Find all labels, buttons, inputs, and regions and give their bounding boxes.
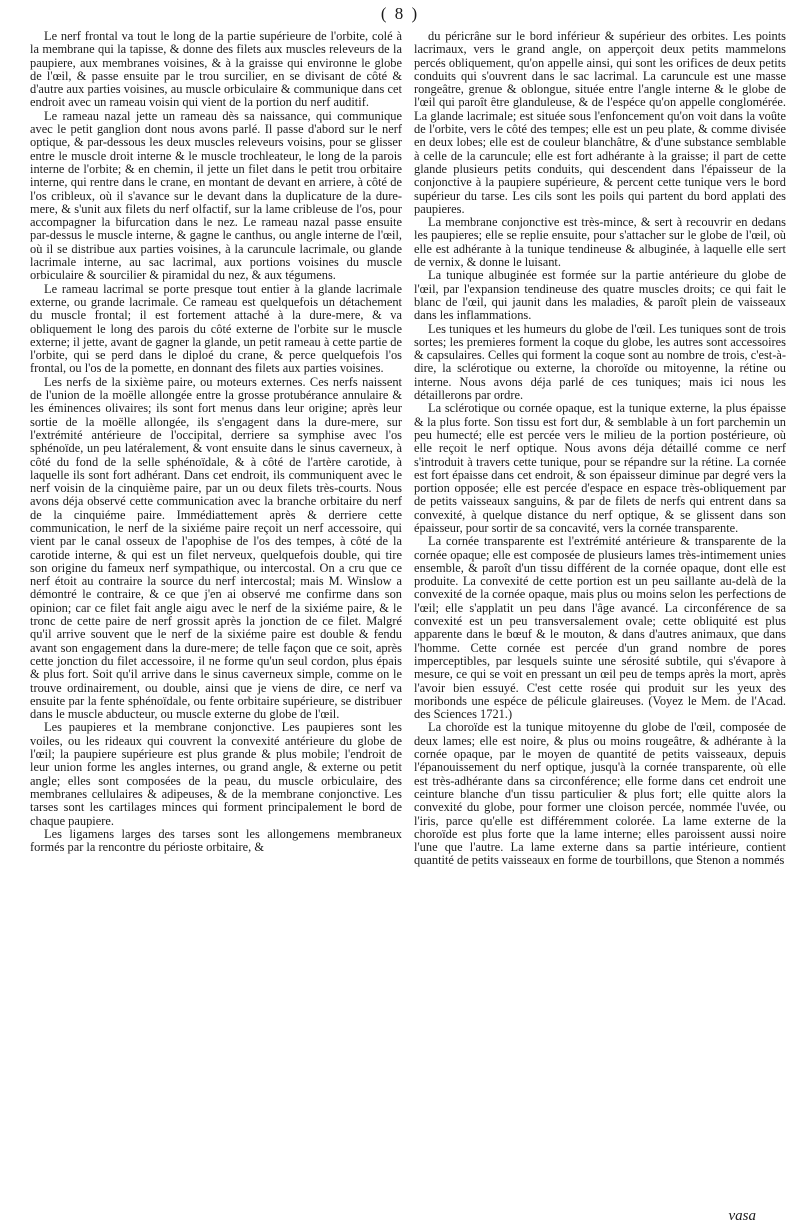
paragraph: La cornée transparente est l'extrémité antérieure & transparente de la cornée opaque; elle est composée de plusieurs lames très-intimement unies ensemble, & paroît d'un tissu différent de la cornée opaque, dont elle est produite. La convexité de cette portion est un peu saillante au-delà de la convexité de la cornée opaque, mais plus ou moins selon les perfections de l'œil; elle s'applatit un peu dans l'âge avancé. La circonférence de sa convexité est un peu transversalement ovale; cette obliquité est plus apparente dans le bœuf & le mouton, & dans d'autres animaux, que dans l'homme. Cette cornée est percée d'un grand nombre de pores imperceptibles, par lesquels suinte une sérosité subtile, qui s'évapore à mesure, ce qui se voit en pressant un œil peu de temps après la mort, après l'avoir bien essuyé. C'est cette rosée qui produit sur les yeux des moribonds une espéce de pélicule glaireuses. (Voyez le Mem. de l'Acad. des Sciences 1721.) (414, 534, 786, 722)
paragraph: La sclérotique ou cornée opaque, est la tunique externe, la plus épaisse & la plus forte. Son tissu est fort dur, & semblable à un fort parchemin un peu humecté; elle est percée vers le milieu de la portion postérieure, où elle reçoit le nerf optique. Nous avons déja détaillé comme ce nerf s'introduit à travers cette tunique, pour se répandre sur la rétine. La cornée est fort épaisse dans cet endroit, & son épaisseur diminue par degré vers la portion opposée; elle est percée d'espace en espace très-obliquement par de petits vaisseaux sanguins, & par de filets de nerfs qui entrent dans sa convexité, à quelque distance du nerf optique, & se glissent dans son épaisseur, pour sortir de sa concavité, vers la cornée transparente. (414, 401, 786, 535)
catchword: vasa (728, 1208, 756, 1224)
paragraph: Le rameau lacrimal se porte presque tout entier à la glande lacrimale externe, ou grande lacrimale. Ce rameau est quelquefois un détachement du muscle frontal; il est fortement attaché à la dure-mere, & va obliquement le long des parois du côté externe de l'orbite sur le muscle externe; il jette, avant de gagner la glande, un petit rameau à cette partie de l'orbite, qui se perd dans le diploé du crane, & perce quelquefois l'os frontal, ou l'os de la pomette, en donnant des filets aux parties voisines. (30, 281, 402, 376)
paragraph: Le nerf frontal va tout le long de la partie supérieure de l'orbite, colé à la membrane qui la tapisse, & donne des filets aux muscles releveurs de la paupiere, aux membranes voisines, & à la graisse qui environne le globe de l'œil, & passe ensuite par le trou surcilier, en se divisant de côté & d'autre aux parties voisines, au muscle orbiculaire & communique dans cet endroit avec un rameau voisin qui vient de la portion du nerf auditif. (30, 29, 402, 110)
page-number: ( 8 ) (380, 4, 420, 23)
paragraph: du péricrâne sur le bord inférieur & supérieur des orbites. Les points lacrimaux, vers le grand angle, on apperçoit deux petits mammelons percés obliquement, qu'on appelle ainsi, qui sont les orifices de deux petits conduits qui s'ouvrent dans le sac lacrimal. La caruncule est une masse rongeâtre, grenue & oblongue, située entre l'angle interne & le globe de l'œil qui paroît être glanduleuse, & de l'espéce qu'on appelle conglomérée. La glande lacrimale; est située sous l'enfoncement qu'on voit dans la voûte de l'orbite, vers le côté des tempes; elle est un peu plate, & comme divisée en deux lobes; elle est de couleur blanchâtre, & d'une substance semblable à celle de la caruncule; elle est fort adhérante à la graisse; il part de cette glande plusieurs petits conduits, qui descendent dans l'épaisseur de la conjonctive à la paupiere supérieure, & percent cette tunique vers le bord supérieur du tarse. Les cils sont les poils qui partent du bord applati des paupieres. (414, 29, 786, 216)
paragraph: Les nerfs de la sixième paire, ou moteurs externes. Ces nerfs naissent de l'union de la moëlle allongée entre la grosse protubérance annulaire & les éminences olivaires; ils sont fort menus dans leur origine; après leur sortie de la moëlle allongée, ils s'engagent dans la dure-mere, sur l'extrémité antérieure de l'occipital, derriere sa symphise avec l'os sphénoïde, un peu latéralement, & vont ensuite dans le sinus caverneux, à côté du fond de la selle sphénoïdale, & à côté de l'artère carotide, à laquelle ils sont fort adhérant. Dans cet endroit, ils communiquent avec le nerf voisin de la cinquième paire, par un ou deux filets très-courts. Nous avons déja observé cette communication avec la branche orbitaire du nerf de la cinquiéme paire. Immédiattement après & derriere cette communication, le nerf de la sixiéme paire reçoit un nerf accessoire, qui vient par le canal osseux de l'apophise de l'os des tempes, à côté de la carotide interne, & qui est un filet nerveux, quelquefois double, qui tire son origine du fameux nerf sympathique, ou intercostal. On a cru que ce nerf étoit au contraire la source du nerf intercostal; mais M. Winslow a démontré le contraire, & ce que j'en ai observé me confirme dans son opinion; car ce filet fait angle aigu avec le nerf de la sixiéme paire, & le tronc de cette paire de nerf grossit après la jonction de ce filet. Malgré qu'il arrive souvent que le nerf de la sixiéme paire est double & fendu avant son engagement dans la dure-mere; de telle façon que ce soit, après cette jonction du filet accessoire, il ne forme qu'un seul cordon, plus épais & plus fort. Soit qu'il arrive dans le sinus caverneux simple, comme on le trouve ordinairement, ou double, ainsi que je viens de dire, ce nerf va ensuite par la fente sphénoïdale, ou fente orbitaire supérieure, se distribuer dans le muscle abducteur, ou muscle externe du globe de l'œil. (30, 374, 402, 722)
paragraph: Les paupieres et la membrane conjonctive. Les paupieres sont les voiles, ou les rideaux qui couvrent la convexité antérieure du globe de l'œil; la paupiere supérieure est plus grande & plus mobile; l'endroit de leur union forme les angles internes, ou grand angle, & externe ou petit angle; elles sont composées de la peau, du muscle orbiculaire, des membranes cellulaires & adipeuses, & de la membrane conjonctive. Les tarses sont les cartilages minces qui forment principalement le bord de chaque paupiere. (30, 720, 402, 828)
text-columns (30, 30, 786, 868)
paragraph: Le rameau nazal jette un rameau dès sa naissance, qui communique avec le petit ganglion dont nous avons parlé. Il passe d'abord sur le nerf optique, & par-dessous les deux muscles releveurs voisins, pour se glisser entre le muscle droit interne & le muscle trochleateur, le long de la parois interne de l'orbite; & en chemin, il jette un filet dans le petit trou orbitaire interne, qui rentre dans le crane, en montant de devant en arriere, à côté de l'os cribleux, où il s'avance sur le devant dans la duplicature de la dure-mere, & s'unit aux filets du nerf olfactif, sur la lame cribleuse de l'os, pour accompagner la bifurcation dans le nez. Le rameau nazal passe ensuite par-dessus le muscle interne, & gagne le canthus, ou angle interne de l'œil, où il se distribue aux parties voisines, à la caruncule lacrimale, ou glande lacrimale interne, au sac lacrimal, aux portions voisines du muscle orbiculaire & sourcilier & piramidal du nez, & aux tégumens. (30, 108, 402, 283)
right-column (414, 30, 786, 868)
paragraph: La tunique albuginée est formée sur la partie antérieure du globe de l'œil, par l'expansion tendineuse des quatre muscles droits; ce qui fait le blanc de l'œil, qui jaunit dans les maladies, & paroît plein de vaisseaux dans les inflammations. (414, 268, 786, 323)
paragraph: La choroïde est la tunique mitoyenne du globe de l'œil, composée de deux lames; elle est noire, & plus ou moins rougeâtre, & adhérante à la cornée opaque, par le moyen de quantité de petits vaisseaux, depuis l'épanouissement du nerf optique, jusqu'à la cornée transparente, où elle est très-adhérante dans sa circonférence; elle forme dans cet endroit une ceinture blanche d'un tissu particulier & plus fort; elle quitte alors la convexité du globe, pour former une cloison percée, nommée l'uvée, ou l'iris, parce qu'elle est différemment colorée. La lame externe de la choroïde est plus forte que la lame interne; elles paroissent aussi noire l'une que l'autre. La lame externe dans sa partie intérieure, contient quantité de petits vaisseaux en forme de tourbillons, que Stenon a nommés (414, 720, 786, 868)
paragraph: La membrane conjonctive est très-mince, & sert à recouvrir en dedans les paupieres; elle se replie ensuite, pour s'attacher sur le globe de l'œil, où elle est adhérante à la tunique tendineuse & albuginée, à laquelle elle sert de vernix, & donne le luisant. (414, 215, 786, 270)
paragraph: Les ligamens larges des tarses sont les allongemens membraneux formés par la rencontre du périoste orbitaire, & (30, 826, 402, 855)
paragraph: Les tuniques et les humeurs du globe de l'œil. Les tuniques sont de trois sortes; les premieres forment la coque du globe, les autres sont accessoires & capsulaires. Celles qui forment la coque sont au nombre de trois, c'est-à-dire, la sclérotique ou externe, la choroïde ou mitoyenne, la rétine ou interne. Nous avons déja parlé de ces tuniques; mais ici nous les détaillerons par ordre. (414, 321, 786, 403)
left-column (30, 30, 402, 868)
